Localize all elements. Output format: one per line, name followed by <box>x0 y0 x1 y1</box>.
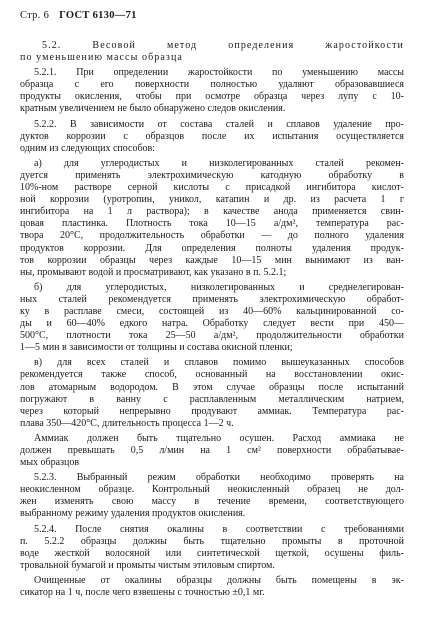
text-line: плава 350—420°С, длительность процесса 1—2 ч. <box>20 417 234 429</box>
text-line: ингибитора на 1 л раствора); в качестве анода применяется свин- <box>20 206 404 218</box>
standard-number: ГОСТ 6130—71 <box>59 10 137 21</box>
text-line: ку в расплаве смеси, состоящей из 40—60% кальцинированной со- <box>20 305 404 317</box>
text-line: 500°С, плотности тока 25—50 а/дм², продолжительности обработки <box>20 330 404 342</box>
text-line: тровальной бумагой и промыты чистым этиловым спиртом. <box>20 559 275 571</box>
text-line: в) для всех сталей и сплавов помимо вышеуказанных способов <box>34 357 404 369</box>
text-line: Очищенные от окалины образцы должны быть помещены в эк- <box>34 574 404 586</box>
text-line: ны, промывают водой и просматривают, как указано в п. 5.2.1; <box>20 266 287 278</box>
text-line: твора 20°С, продолжительность обработки — до полного удаления <box>20 230 404 242</box>
document-body <box>20 40 404 599</box>
text-line: неокисленном образце. Контрольный неокисленный образец не дол- <box>20 484 404 496</box>
text-line: 1—5 мин в зависимости от толщины и состава окисной пленки; <box>20 342 293 354</box>
text-line: выбранному режиму удаления продуктов окисления. <box>20 508 246 520</box>
text-line: погружают в ванну с расплавленным металлическим натрием, <box>20 393 404 405</box>
text-line: образца с его поверхности полностью удаляют образовавшиеся <box>20 79 404 91</box>
text-line: цовая пластинка. Плотность тока 10—15 а/дм², температура рас- <box>20 218 404 230</box>
text-line: продуктов коррозии. Для определения полноты удаления продук- <box>20 242 404 254</box>
text-line: жен изменять свою массу в течение времени, соответствующего <box>20 496 404 508</box>
page-header <box>20 10 137 21</box>
text-line: должен превышать 0,5 л/мин на 1 см² поверхности обрабатывае- <box>20 445 404 456</box>
text-line: 5.2. Весовой метод определения жаростойкости <box>42 40 404 51</box>
text-line: ды и 60—40% едкого натра. Обработку следует вести при 450— <box>20 318 404 330</box>
text-line: продукты окисления, чтобы при осмотре образца через лупу с 10- <box>20 91 404 103</box>
text-line: лов атомарным водородом. В этом случае образцы после испытаний <box>20 381 404 393</box>
text-line: по уменьшению массы образца <box>20 52 183 64</box>
text-line: а) для углеродистых и низколегированных сталей рекомен- <box>34 157 404 169</box>
text-line: Аммиак должен быть тщательно осушен. Расход аммиака не <box>34 432 404 444</box>
text-line: мых образцов <box>20 457 80 469</box>
text-line: через который непрерывно продувают аммиак. Температура рас- <box>20 405 404 417</box>
page-number: Стр. 6 <box>20 10 50 21</box>
text-line: ных сталей рекомендуется применять электрохимическую обработ- <box>20 293 404 305</box>
text-line: дуется применять электрохимическую катодную обработку в <box>20 169 404 181</box>
text-line: кратным увеличением не было обнаружено следов окисления. <box>20 103 286 115</box>
text-line: тов коррозии образцы через каждые 10—15 мин вынимают из ван- <box>20 254 404 266</box>
text-line: 5.2.1. При определении жаростойкости по уменьшению массы <box>34 67 404 79</box>
text-line: одним из следующих способов: <box>20 142 156 154</box>
text-line: воде жесткой волосяной или синтетической щеткой, осушены филь- <box>20 547 404 559</box>
text-line: 5.2.3. Выбранный режим обработки необходимо проверять на <box>34 472 404 484</box>
text-line: сикатор на 1 ч, после чего взвешены с точностью ±0,1 мг. <box>20 587 265 599</box>
text-line: 5.2.2. В зависимости от состава сталей и сплавов удаление про- <box>34 118 404 130</box>
text-line: 5.2.4. После снятия окалины в соответствии с требованиями <box>34 523 404 535</box>
text-line: 10%-ном растворе серной кислоты с присадкой ингибитора кислот- <box>20 182 404 194</box>
text-line: рекомендуется также способ, основанный на восстановлении окис- <box>20 369 404 381</box>
text-line: дуктов коррозии с образцов после их испытания осуществляется <box>20 130 404 142</box>
text-line: б) для углеродистых, низколегированных и среднелегирован- <box>34 281 404 293</box>
text-line: ной коррозии (уротропин, уникол, катапин и др. из расчета 1 г <box>20 194 404 206</box>
text-line: п. 5.2.2 образцы должны быть тщательно промыты в проточной <box>20 535 404 547</box>
